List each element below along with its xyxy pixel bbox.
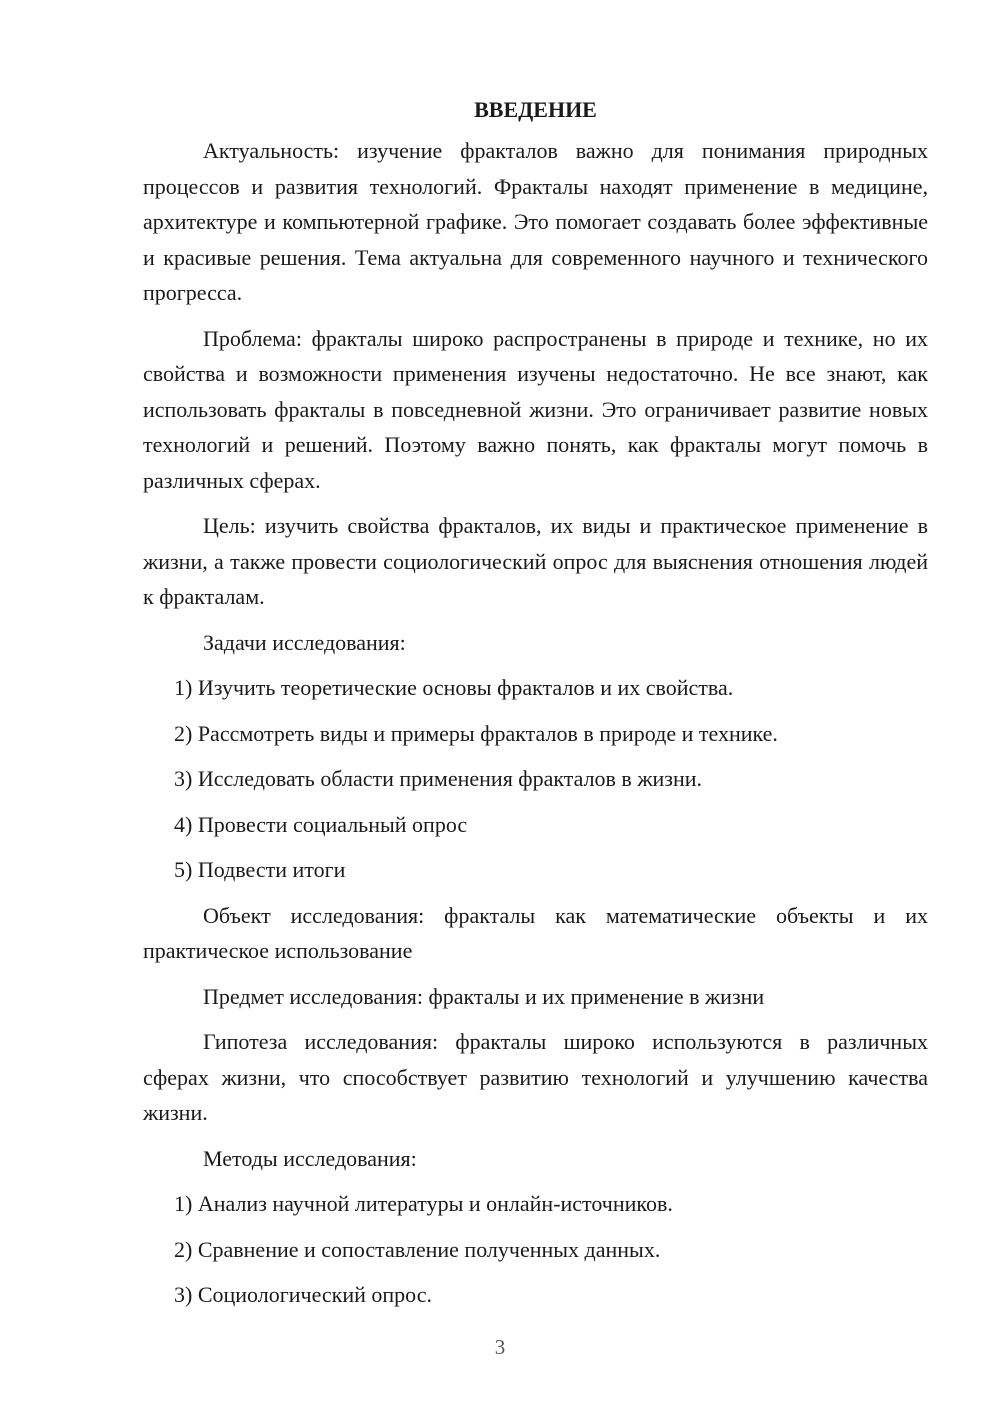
- object-paragraph: Объект исследования: фракталы как математические объекты и их практическое использование: [143, 902, 928, 963]
- task-item-3: 3) Исследовать области применения фракталов в жизни.: [174, 766, 703, 791]
- tasks-heading: Задачи исследования:: [203, 629, 406, 655]
- document-page: [143, 92, 928, 1323]
- subject-paragraph: Предмет исследования: фракталы и их применение в жизни: [203, 983, 765, 1009]
- page-number: 3: [494, 1335, 506, 1359]
- problem-paragraph: Проблема: фракталы широко распространены в природе и технике, но их свойства и возможности применения изучены недостаточно. Не все знают, как использовать фракталы в повседневной жизни. Это ограничивает развитие новых технологий и решений. Поэтому важно понять, как фракталы могут помочь в различных сферах.: [143, 325, 928, 493]
- goal-paragraph: Цель: изучить свойства фракталов, их виды и практическое применение в жизни, а также провести социологический опрос для выяснения отношения людей к фракталам.: [143, 513, 928, 609]
- hypothesis-paragraph: Гипотеза исследования: фракталы широко используются в различных сферах жизни, что способствует развитию технологий и улучшению качества жизни.: [143, 1029, 928, 1125]
- methods-heading: Методы исследования:: [203, 1145, 417, 1171]
- task-item-5: 5) Подвести итоги: [174, 857, 346, 882]
- section-title: ВВЕДЕНИЕ: [474, 97, 597, 122]
- task-item-4: 4) Провести социальный опрос: [174, 811, 468, 837]
- method-item-3: 3) Социологический опрос.: [174, 1282, 432, 1307]
- task-item-2: 2) Рассмотреть виды и примеры фракталов в природе и технике.: [174, 720, 778, 746]
- method-item-1: 1) Анализ научной литературы и онлайн-источников.: [174, 1191, 673, 1216]
- task-item-1: 1) Изучить теоретические основы фракталов и их свойства.: [174, 675, 734, 700]
- relevance-paragraph: Актуальность: изучение фракталов важно для понимания природных процессов и развития технологий. Фракталы находят применение в медицине, архитектуре и компьютерной графике. Это помогает создавать более эффективные и красивые решения. Тема актуальна для современного научного и технического прогресса.: [143, 138, 928, 305]
- method-item-2: 2) Сравнение и сопоставление полученных данных.: [174, 1236, 661, 1262]
